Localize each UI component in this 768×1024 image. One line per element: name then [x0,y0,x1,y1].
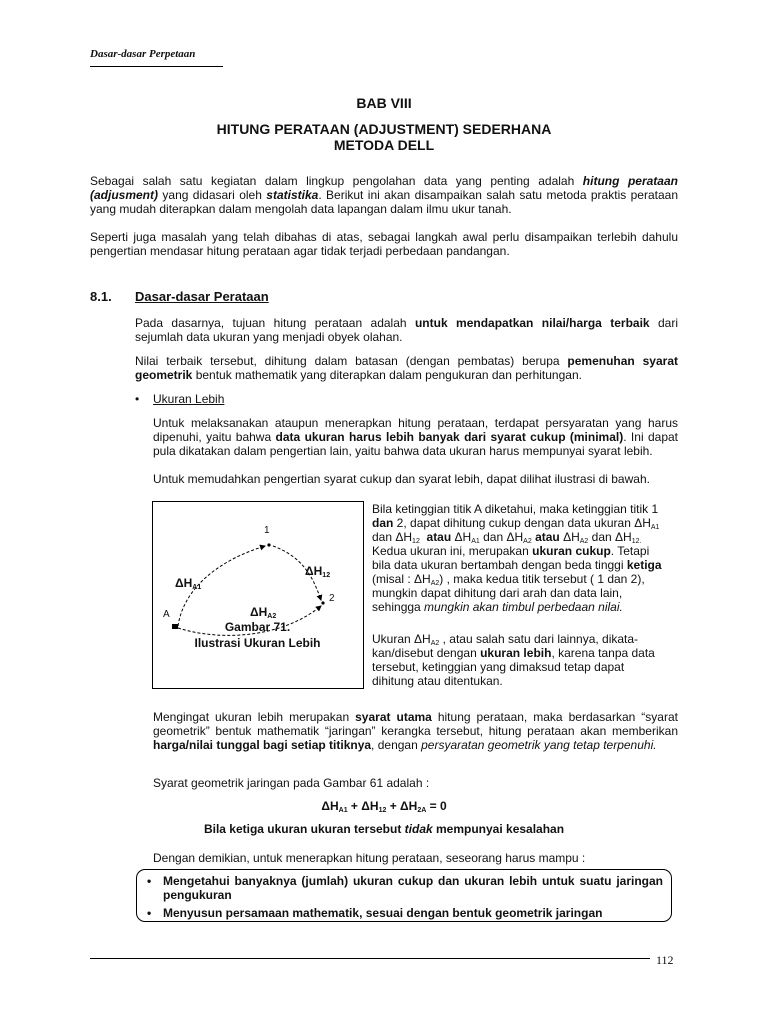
no-error-statement: Bila ketiga ukuran ukuran tersebut tidak mempunyai kesalahan [203,822,565,836]
figure-caption-1: Gambar 71. [224,620,291,634]
figure-ukuran-lebih [152,501,364,689]
point-1-marker [267,543,270,546]
bullet-label: Ukuran Lebih [153,392,225,406]
section-title: Dasar-dasar Perataan [135,289,269,304]
ukuran-paragraph-1: Untuk melaksanakan ataupun menerapkan hitung perataan, terdapat persyaratan yang harus dipenuhi, yaitu bahwa data ukuran harus lebih banyak dari syarat cukup (minimal). Ini dapat pula dikatakan dalam pengertian lain, yaitu bahwa data ukuran harus mempunyai syarat lebih. [153,416,679,458]
figure-caption-2: Ilustrasi Ukuran Lebih [194,636,321,650]
box-item-2: Menyusun persamaan mathematik, sesuai dengan bentuk geometrik jaringan [163,906,603,920]
running-header: Dasar-dasar Perpetaan [90,48,196,60]
requirements-box [136,869,672,922]
chapter-title: BAB VIII [356,95,412,111]
title-line-1: HITUNG PERATAAN (ADJUSTMENT) SEDERHANA [216,121,552,137]
box-bullet-1: • [147,874,152,888]
point-a-label: A [163,609,170,620]
right-paragraph-2: Ukuran $\Delta H_{A2}$ , atau salah satu dari lainnya, dikata- kan/disebut dengan ukuran lebih, karena tanpa data tersebut, ketinggian yang dimaksud tetap dapat dihitung atau ditentukan. [372,632,655,688]
page-number: 112 [656,953,674,967]
label-dh-a2: $\Delta H_{A2}$ [250,605,277,620]
point-1-label: 1 [264,525,270,536]
after-paragraph-2: Syarat geometrik jaringan pada Gambar 61 adalah : [153,776,430,790]
footer-rule [90,958,650,959]
after-paragraph-1: Mengingat ukuran lebih merupakan syarat utama hitung perataan, maka berdasarkan “syarat geometrik” bentuk mathematik “jaringan” kerangka tersebut, hitung perataan akan memberikan harga/nilai tunggal bagi setiap titiknya, dengan persyaratan geometrik yang tetap terpenuhi. [153,710,678,752]
after-paragraph-3: Dengan demikian, untuk menerapkan hitung perataan, seseorang harus mampu : [153,851,586,865]
section-heading [90,290,269,304]
header-rule [90,66,223,67]
bullet-ukuran-lebih [135,392,224,406]
intro-paragraph-2: Seperti juga masalah yang telah dibahas di atas, sebagai langkah awal perlu disampaikan terlebih dahulu pengertian mendasar hitung perataan agar tidak terjadi perbedaan pandangan. [90,230,678,258]
label-dh-a1: $\Delta H_{A1}$ [175,576,202,591]
equation: $\Delta H_{A1} + \Delta H_{12} + \Delta H_{2A} = 0$ [321,799,447,814]
ukuran-paragraph-2: Untuk memudahkan pengertian syarat cukup dan syarat lebih, dapat dilihat ilustrasi di bawah. [153,472,650,486]
box-item-1: Mengetahui banyaknya (jumlah) ukuran cukup dan ukuran lebih untuk suatu jaringan pengukuran [163,874,663,902]
title-line-2: METODA DELL [333,137,435,153]
right-paragraph-1: Bila ketinggian titik A diketahui, maka ketinggian titik 1 dan 2, dapat dihitung cukup dengan data ukuran $\Delta H_{A1}$ dan $\Delta H_{12}$ atau $\Delta H_{A1}$ dan $\Delta H_{A2}$ atau $\Delta H_{A2}$ dan $\Delta H_{12.}$ Kedua ukuran ini, merupakan ukuran cukup. Tetapi bila data ukuran bertambah dengan beda tinggi ketiga (misal : $\Delta H_{A2}$) , maka kedua titik tersebut ( 1 dan 2), mungkin dapat dihitung dari arah dan data lain, sehingga mungkin akan timbul perbedaan nilai. [372,502,662,614]
intro-paragraph-1: Sebagai salah satu kegiatan dalam lingkup pengolahan data yang penting adalah hitung perataan (adjusment) yang didasari oleh statistika. Berikut ini akan disampaikan salah satu metoda praktis perataan yang mudah diterapkan dalam mengolah data lapangan dalam ilmu ukur tanah. [90,174,678,216]
box-bullet-2: • [147,906,152,920]
point-2-label: 2 [329,593,335,604]
section-paragraph-1: Pada dasarnya, tujuan hitung perataan adalah untuk mendapatkan nilai/harga terbaik dari sejumlah data ukuran yang menjadi obyek olahan. [135,316,678,344]
section-paragraph-2: Nilai terbaik tersebut, dihitung dalam batasan (dengan pembatas) berupa pemenuhan syarat geometrik bentuk mathematik yang diterapkan dalam pengukuran dan perhitungan. [135,354,678,382]
point-2-marker [321,601,324,604]
section-number: 8.1. [90,289,112,304]
bullet-symbol: • [135,392,140,406]
label-dh-12: $\Delta H_{12}$ [305,564,331,579]
